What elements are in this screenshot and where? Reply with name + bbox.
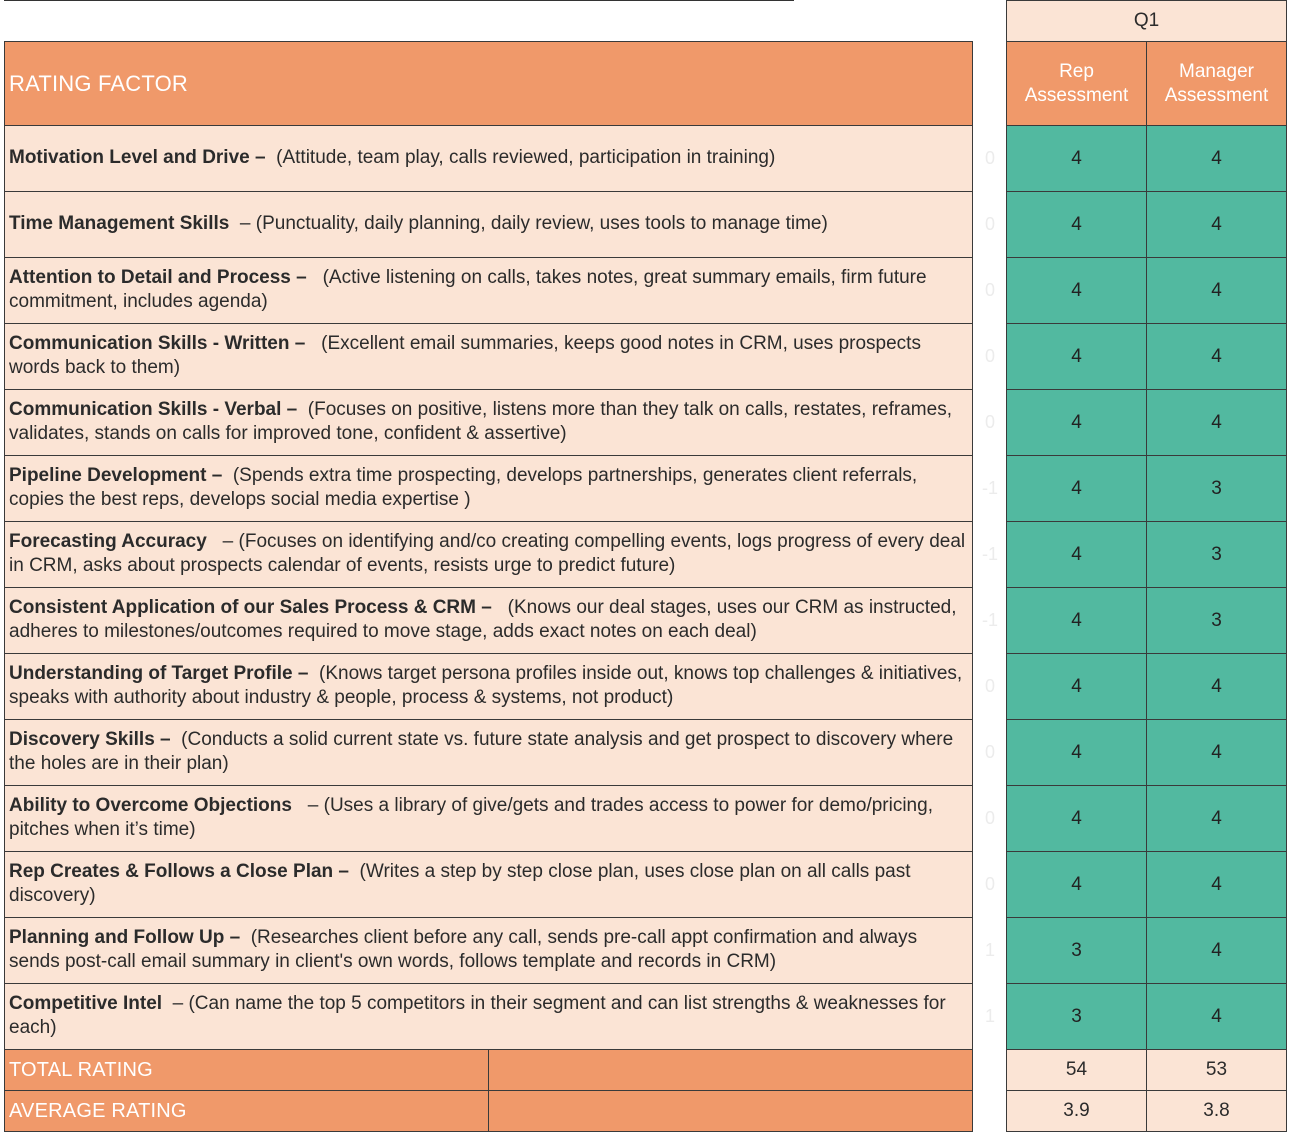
factor-description: – (Uses a library of give/gets and trades access to power for demo/pricing, pitches when it’s time) xyxy=(9,794,939,840)
manager-score-cell: 4 xyxy=(1147,324,1287,390)
rep-score-cell: 3 xyxy=(1007,984,1147,1050)
difference-value: 1 xyxy=(984,940,995,960)
score-row xyxy=(1007,588,1287,654)
score-row xyxy=(1007,522,1287,588)
manager-score-cell: 4 xyxy=(1147,258,1287,324)
difference-column xyxy=(975,125,1005,1049)
score-row xyxy=(1007,918,1287,984)
manager-score-cell: 4 xyxy=(1147,852,1287,918)
factor-name: Discovery Skills – xyxy=(9,728,171,750)
rep-score-cell: 4 xyxy=(1007,786,1147,852)
score-row xyxy=(1007,324,1287,390)
factor-description: (Focuses on positive, listens more than they talk on calls, restates, reframes, validates, stands on calls for improved tone, confident & assertive) xyxy=(9,398,958,444)
manager-score-cell: 3 xyxy=(1147,522,1287,588)
manager-score-cell: 3 xyxy=(1147,456,1287,522)
quarter-scores-table xyxy=(1006,0,1287,1132)
factor-row xyxy=(5,720,973,786)
factor-description: (Researches client before any call, sends pre-call appt confirmation and always sends post-call email summary in client's own words, follows template and records in CRM) xyxy=(9,926,923,972)
factor-cell xyxy=(5,786,973,852)
factor-name: Understanding of Target Profile – xyxy=(9,662,309,684)
manager-assessment-label: Manager Assessment xyxy=(1164,60,1269,106)
factor-cell xyxy=(5,522,973,588)
factor-cell xyxy=(5,324,973,390)
factor-description: (Excellent email summaries, keeps good notes in CRM, uses prospects words back to them) xyxy=(9,332,927,378)
total-manager-score: 53 xyxy=(1147,1050,1287,1091)
factor-description: (Attitude, team play, calls reviewed, participation in training) xyxy=(265,146,776,168)
difference-value: 0 xyxy=(984,214,995,234)
average-rating-empty-cell xyxy=(489,1091,973,1132)
factor-description: (Writes a step by step close plan, uses close plan on all calls past discovery) xyxy=(9,860,916,906)
total-scores-row xyxy=(1007,1050,1287,1091)
average-rep-score: 3.9 xyxy=(1007,1091,1147,1132)
score-row xyxy=(1007,786,1287,852)
manager-score-cell: 4 xyxy=(1147,918,1287,984)
manager-score-cell: 4 xyxy=(1147,192,1287,258)
manager-assessment-header xyxy=(1147,42,1287,126)
rep-score-cell: 4 xyxy=(1007,456,1147,522)
rep-score-cell: 4 xyxy=(1007,720,1147,786)
factor-name: Planning and Follow Up – xyxy=(9,926,241,948)
factor-row xyxy=(5,852,973,918)
rep-assessment-label: Rep Assessment xyxy=(1024,60,1129,106)
score-row xyxy=(1007,390,1287,456)
rep-score-cell: 4 xyxy=(1007,390,1147,456)
factor-name: Communication Skills - Verbal – xyxy=(9,398,298,420)
average-scores-row xyxy=(1007,1091,1287,1132)
total-rating-empty-cell xyxy=(489,1050,973,1091)
average-rating-label: AVERAGE RATING xyxy=(5,1091,489,1132)
rep-score-cell: 4 xyxy=(1007,522,1147,588)
factor-cell xyxy=(5,258,973,324)
factor-description: (Active listening on calls, takes notes, great summary emails, firm future commitment, includes agenda) xyxy=(9,266,932,312)
difference-value: -1 xyxy=(981,610,998,630)
average-rating-row xyxy=(5,1091,973,1132)
factor-row xyxy=(5,984,973,1050)
difference-value: -1 xyxy=(981,478,998,498)
factor-description: (Spends extra time prospecting, develops partnerships, generates client referrals, copies the best reps, develops social media expertise ) xyxy=(9,464,923,510)
rep-score-cell: 4 xyxy=(1007,192,1147,258)
factor-row xyxy=(5,786,973,852)
total-rep-score: 54 xyxy=(1007,1050,1147,1091)
difference-value: 0 xyxy=(984,676,995,696)
difference-value: 0 xyxy=(984,412,995,432)
rep-score-cell: 4 xyxy=(1007,852,1147,918)
difference-value: 0 xyxy=(984,808,995,828)
factor-name: Forecasting Accuracy xyxy=(9,530,207,552)
score-row xyxy=(1007,258,1287,324)
factor-name: Consistent Application of our Sales Process & CRM – xyxy=(9,596,492,618)
rep-score-cell: 3 xyxy=(1007,918,1147,984)
factor-cell xyxy=(5,720,973,786)
factor-row xyxy=(5,456,973,522)
factor-row xyxy=(5,918,973,984)
score-row xyxy=(1007,984,1287,1050)
score-row xyxy=(1007,456,1287,522)
factor-name: Pipeline Development – xyxy=(9,464,223,486)
factor-row xyxy=(5,192,973,258)
factor-description: (Conducts a solid current state vs. future state analysis and get prospect to discovery where the holes are in their plan) xyxy=(9,728,959,774)
factor-row xyxy=(5,258,973,324)
factor-row xyxy=(5,390,973,456)
score-row xyxy=(1007,654,1287,720)
factor-cell xyxy=(5,456,973,522)
factor-cell xyxy=(5,918,973,984)
factor-cell xyxy=(5,390,973,456)
score-row xyxy=(1007,852,1287,918)
factor-name: Attention to Detail and Process – xyxy=(9,266,307,288)
manager-score-cell: 4 xyxy=(1147,984,1287,1050)
factor-description: (Knows our deal stages, uses our CRM as instructed, adheres to milestones/outcomes required to move stage, adds exact notes on each deal) xyxy=(9,596,962,642)
score-row xyxy=(1007,126,1287,192)
difference-value: 0 xyxy=(984,742,995,762)
difference-value: -1 xyxy=(981,544,998,564)
rep-score-cell: 4 xyxy=(1007,588,1147,654)
factor-name: Communication Skills - Written – xyxy=(9,332,306,354)
rating-factor-table xyxy=(4,41,973,1132)
rep-assessment-header xyxy=(1007,42,1147,126)
manager-score-cell: 4 xyxy=(1147,654,1287,720)
factor-row xyxy=(5,522,973,588)
manager-score-cell: 4 xyxy=(1147,390,1287,456)
rep-score-cell: 4 xyxy=(1007,258,1147,324)
top-divider xyxy=(4,0,794,1)
factor-name: Competitive Intel xyxy=(9,992,163,1014)
factor-row xyxy=(5,324,973,390)
factor-name: Ability to Overcome Objections xyxy=(9,794,292,816)
factor-row xyxy=(5,126,973,192)
factor-description: (Knows target persona profiles inside out, knows top challenges & initiatives, speaks with authority about industry & people, process & systems, not product) xyxy=(9,662,968,708)
rating-factor-header: RATING FACTOR xyxy=(5,42,973,126)
factor-description: – (Punctuality, daily planning, daily review, uses tools to manage time) xyxy=(229,212,828,234)
factor-description: – (Can name the top 5 competitors in their segment and can list strengths & weaknesses for each) xyxy=(9,992,951,1038)
manager-score-cell: 4 xyxy=(1147,720,1287,786)
factor-cell xyxy=(5,654,973,720)
difference-value: 0 xyxy=(984,148,995,168)
difference-value: 0 xyxy=(984,280,995,300)
factor-description: – (Focuses on identifying and/co creating compelling events, logs progress of every deal in CRM, asks about prospects calendar of events, resists urge to predict future) xyxy=(9,530,971,576)
factor-cell xyxy=(5,588,973,654)
factor-name: Motivation Level and Drive – xyxy=(9,146,266,168)
factor-name: Rep Creates & Follows a Close Plan – xyxy=(9,860,349,882)
total-rating-label: TOTAL RATING xyxy=(5,1050,489,1091)
rep-score-cell: 4 xyxy=(1007,654,1147,720)
factor-cell xyxy=(5,192,973,258)
score-row xyxy=(1007,720,1287,786)
difference-value: 0 xyxy=(984,874,995,894)
score-row xyxy=(1007,192,1287,258)
rep-score-cell: 4 xyxy=(1007,324,1147,390)
average-manager-score: 3.8 xyxy=(1147,1091,1287,1132)
total-rating-row xyxy=(5,1050,973,1091)
quarter-label: Q1 xyxy=(1007,1,1287,42)
difference-value: 0 xyxy=(984,346,995,366)
factor-cell xyxy=(5,852,973,918)
factor-cell xyxy=(5,126,973,192)
factor-name: Time Management Skills xyxy=(9,212,230,234)
manager-score-cell: 3 xyxy=(1147,588,1287,654)
rep-score-cell: 4 xyxy=(1007,126,1147,192)
difference-value: 1 xyxy=(984,1006,995,1026)
manager-score-cell: 4 xyxy=(1147,126,1287,192)
factor-row xyxy=(5,654,973,720)
manager-score-cell: 4 xyxy=(1147,786,1287,852)
factor-row xyxy=(5,588,973,654)
factor-cell xyxy=(5,984,973,1050)
